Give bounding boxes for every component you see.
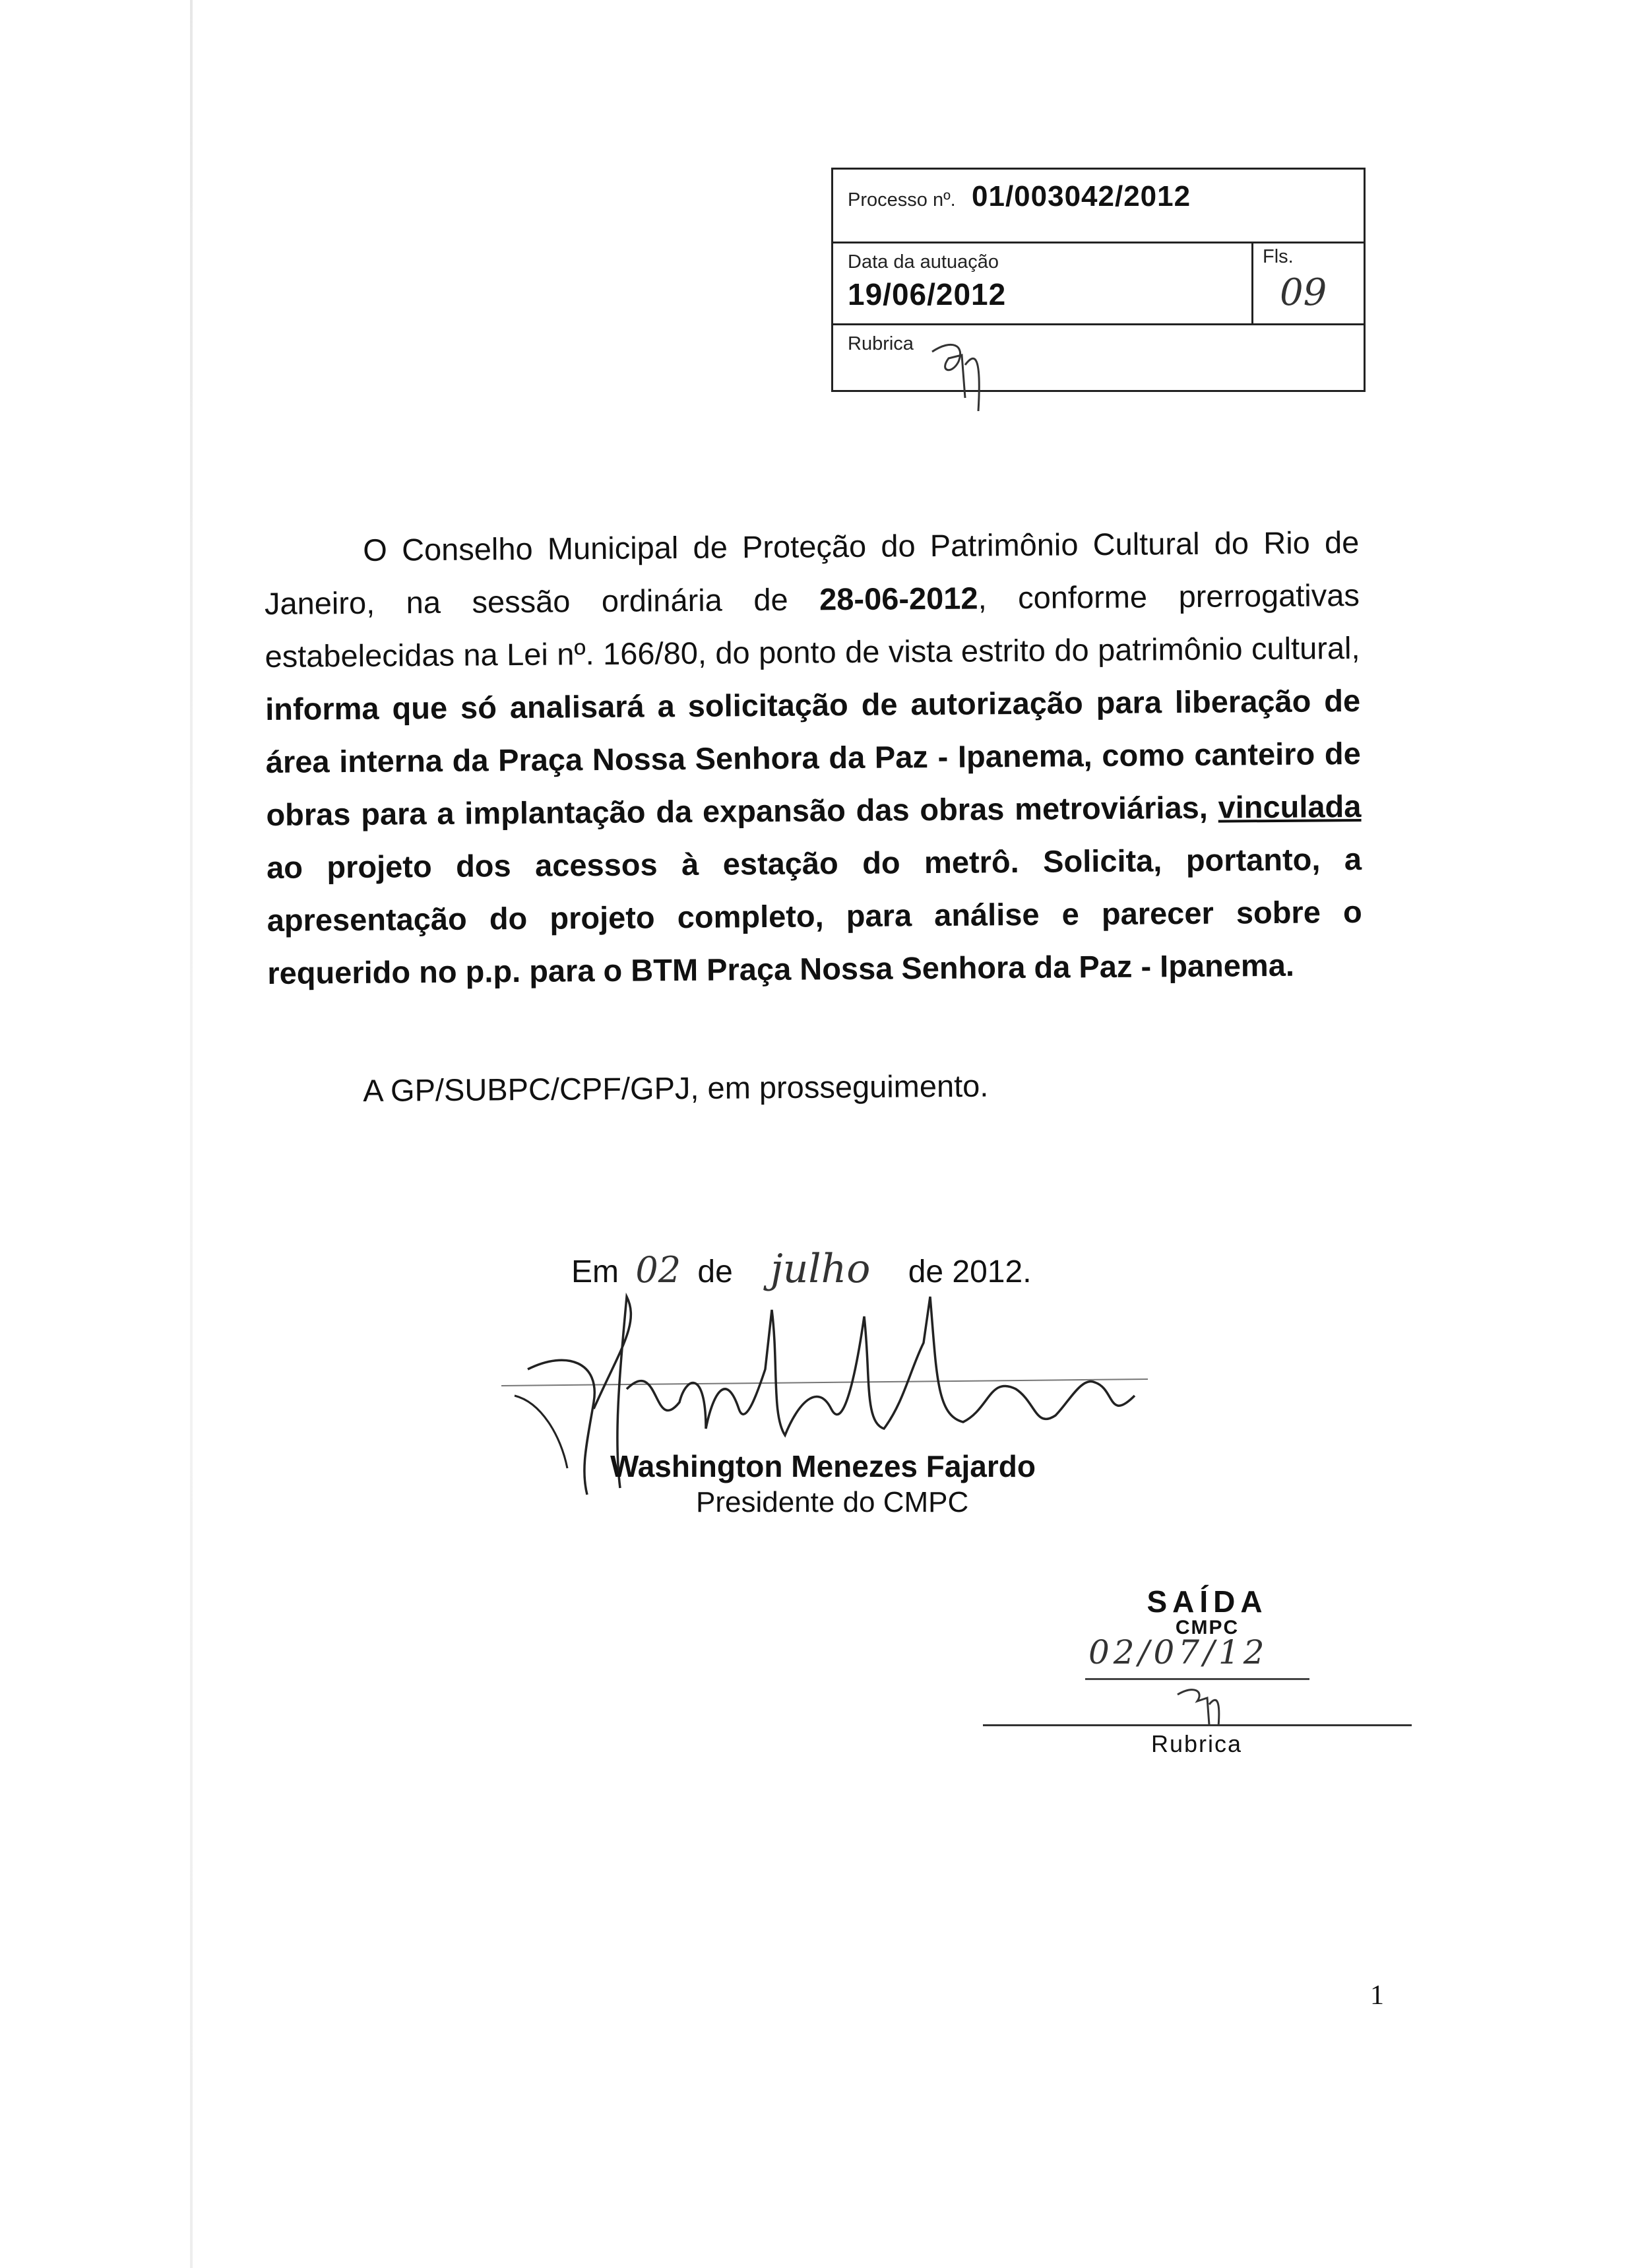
paragraph-bold-a: informa que só analisará a solicitação de autorização para liberação de área interna da Praça Nossa Senhora da Paz - Ipanema, como canteiro de obras para a implantação da expansão das obras metroviárias, xyxy=(265,682,1361,832)
forwarding-line: A GP/SUBPC/CPF/GPJ, em prosseguimento. xyxy=(363,1068,989,1108)
process-number: 01/003042/2012 xyxy=(972,180,1191,212)
fls-handwritten-value: 09 xyxy=(1280,271,1327,314)
scan-margin-line xyxy=(190,0,193,2268)
exit-stamp xyxy=(1135,1584,1280,1639)
process-date: 19/06/2012 xyxy=(848,277,1007,311)
rubrica-initials-signature xyxy=(919,325,998,411)
date-em: Em xyxy=(571,1254,619,1289)
process-info-box xyxy=(831,168,1366,392)
date-month-handwritten: julho xyxy=(771,1246,871,1292)
paragraph-text-a: O Conselho Municipal de Proteção do Patrimônio Cultural do Rio de Janeiro, na sessão ordinária de xyxy=(264,524,1360,621)
date-year: de 2012. xyxy=(908,1254,1032,1289)
page-number: 1 xyxy=(1370,1980,1384,2011)
paragraph-bold-b: ao projeto dos acessos à estação do metrô. Solicita, portanto, a apresentação do projeto completo, para análise e parecer sobre o requerido no p.p. para o BTM Praça Nossa Senhora da Paz - Ipanema. xyxy=(266,841,1362,990)
date-label: Data da autuação xyxy=(848,251,999,273)
exit-stamp-rubrica-initials xyxy=(1171,1681,1230,1728)
session-date: 28-06-2012 xyxy=(819,580,978,617)
signer-name: Washington Menezes Fajardo xyxy=(610,1449,1036,1483)
document-body xyxy=(264,516,1363,1000)
exit-stamp-org: CMPC xyxy=(1175,1617,1240,1638)
main-paragraph xyxy=(264,516,1363,1000)
process-number-row xyxy=(833,170,1364,243)
paragraph-text-b: , conforme prerrogativas estabelecidas na Lei nº. 166/80, do ponto de vista estrito do patrimônio cultural, xyxy=(265,577,1360,674)
fls-label: Fls. xyxy=(1263,246,1294,267)
exit-stamp-rubrica-rule xyxy=(983,1724,1412,1726)
exit-stamp-date-rule xyxy=(1085,1678,1309,1680)
process-date-row xyxy=(833,243,1364,325)
exit-stamp-title: SAÍDA xyxy=(1147,1584,1268,1619)
paragraph-underlined-word: vinculada xyxy=(1218,788,1362,825)
exit-stamp-rubrica-label: Rubrica xyxy=(1151,1730,1243,1757)
process-number-label: Processo nº. xyxy=(848,189,956,211)
signer-role: Presidente do CMPC xyxy=(696,1486,969,1518)
fls-cell xyxy=(1251,243,1364,323)
exit-stamp-date-handwritten: 02/07/12 xyxy=(1088,1633,1269,1671)
date-de: de xyxy=(697,1254,733,1289)
rubrica-label: Rubrica xyxy=(848,333,914,354)
rubrica-row xyxy=(833,325,1364,394)
date-day-handwritten: 02 xyxy=(635,1249,681,1291)
